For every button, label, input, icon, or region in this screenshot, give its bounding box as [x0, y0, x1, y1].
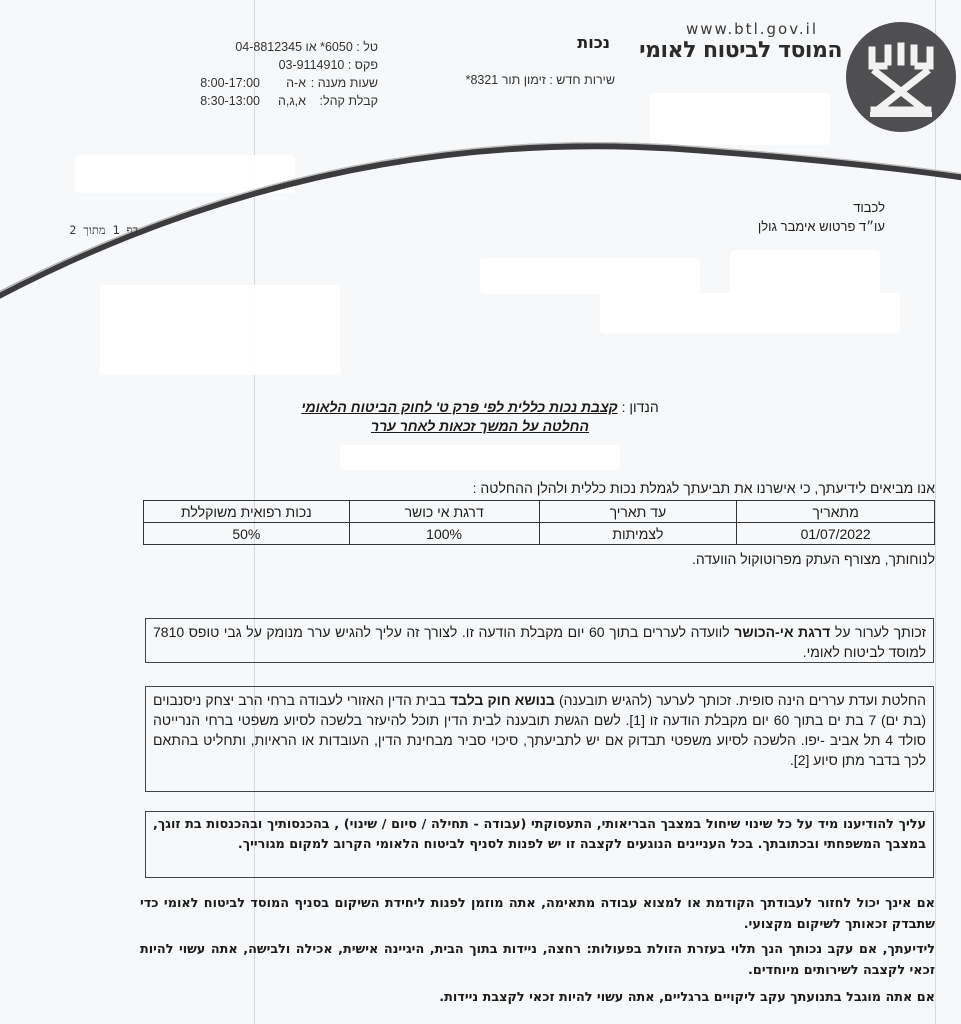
fax-row	[140, 56, 378, 74]
reception-row	[140, 92, 378, 110]
appeal-bold-text: דרגת אי-הכושר	[734, 624, 831, 640]
organization-name: המוסד לביטוח לאומי	[639, 38, 842, 63]
phone-label: טל :	[356, 40, 378, 54]
mobility-paragraph: אם אתה מוגבל בתנועתך עקב ליקויים ברגליים, אתה עשוי להיות זכאי לקצבת ניידות.	[439, 990, 935, 1005]
from-date-cell: 01/07/2022	[737, 523, 935, 545]
phone-value: 6050* או 04-8812345	[235, 40, 353, 54]
rehabilitation-paragraph: אם אינך יכול לחזור לעבודתך הקודמת או למצוא עבודה מתאימה, אתה מוזמן לפנות ליחידת השיקום בסניף המוסד לביטוח לאומי כדי שתבדק זכאותך לשיקום מקצועי.	[140, 896, 935, 932]
appeal-rights-box	[145, 618, 934, 663]
decision-table	[143, 500, 935, 545]
reception-days: א,ג,ה	[277, 94, 306, 108]
medical-disability-cell: 50%	[144, 523, 350, 545]
hours-label: שעות מענה :	[310, 76, 378, 90]
column-header: מתאריך	[737, 501, 935, 523]
redacted-area	[340, 445, 620, 470]
column-header: נכות רפואית משוקללת	[144, 501, 350, 523]
recipient-name: עו״ד פרטוש אימבר גולן	[757, 219, 885, 234]
table-header-row	[144, 501, 935, 523]
recipient-block	[600, 198, 885, 236]
hours-row	[140, 74, 378, 92]
website-url: www.btl.gov.il	[685, 20, 819, 38]
fax-label: פקס :	[347, 58, 378, 72]
incapacity-degree-cell: 100%	[349, 523, 539, 545]
subject-line-2: החלטה על המשך זכאות לאחר ערר	[371, 418, 589, 434]
contact-block	[140, 38, 378, 110]
column-header: עד תאריך	[539, 501, 737, 523]
labor-court-bold-text: בנושא חוק בלבד	[449, 692, 555, 708]
salutation: לכבוד	[853, 200, 885, 215]
labor-court-text: בבית הדין האזורי לעבודה ברחי הרב יצחק ניסנבוים (בת ים) 7 בת ים בתוך 60 יום מקבלת הודעה זו [1]. לשם הגשת תובענה לבית הדין תוכל להיעזר בלשכה לסיוע משפטי ברחי הנרייטה סולד 4 תל אביב -יפו. הלשכה לסיוע משפטי תבדוק אם יש לתביעתך, סיכוי סביר מבחינת הדין, העובדות או הראיות, ותחליט בהתאם לכך בדבר מתן סיוע [2].	[153, 692, 926, 768]
phone-row	[140, 38, 378, 56]
intro-text: אנו מביאים לידיעתך, כי אישרנו את תביעתך לגמלת נכות כללית ולהלן ההחלטה :	[472, 480, 935, 496]
appeal-text: לוועדה לעררים בתוך 60 יום מקבלת הודעה זו. לצורך זה עליך להגיש ערר מנומק על גבי טופס 7810 למוסד לביטוח לאומי.	[153, 624, 926, 660]
to-date-cell: לצמיתות	[539, 523, 737, 545]
table-row	[144, 523, 935, 545]
fax-value: 03-9114910	[278, 58, 345, 72]
page-indicator: דף 1 מתוך 2	[69, 223, 138, 237]
notify-changes-box: עליך להודיענו מיד על כל שינוי שיחול במצבך הבריאותי, התעסוקתי (עבודה - תחילה / סיום / שינוי) , בהכנסותיך ובהכנסות בת זוגך, במצבך המשפחתי ובכתובתך. בכל העניינים הנוגעים לקצבה זו יש לפנות לסניף לביטוח הלאומי הקרוב למקום מגורייך.	[145, 811, 934, 878]
subject-line-1: קצבת נכות כללית לפי פרק ט' לחוק הביטוח הלאומי	[301, 399, 618, 415]
labor-court-box	[145, 686, 934, 792]
appointment-service-line: שירות חדש : זימון תור 8321*	[465, 73, 615, 87]
attachment-note: לנוחותך, מצורף העתק מפרוטוקול הוועדה.	[691, 551, 935, 567]
column-header: דרגת אי כושר	[349, 501, 539, 523]
subject-label: הנדון :	[621, 399, 659, 415]
hours-days: א-ה	[286, 76, 306, 90]
btl-emblem-icon	[846, 22, 956, 132]
special-services-paragraph: לידיעתך, אם עקב נכותך הנך תלוי בעזרת הזולת בפעולות: רחצה, ניידות בתוך הבית, היגיינה אישית, אכילה ולבישה, אתה עשוי להיות זכאי לקצבה לשירותים מיוחדים.	[140, 942, 935, 978]
subject-block	[255, 398, 705, 436]
reception-label: קבלת קהל:	[319, 94, 378, 108]
hours-value: 8:00-17:00	[200, 76, 260, 90]
reception-value: 8:30-13:00	[200, 94, 260, 108]
appeal-text: זכותך לערור על	[834, 624, 927, 640]
department-name: נכות	[577, 33, 610, 52]
labor-court-text: החלטת ועדת עררים הינה סופית. זכותך לערער (להגיש תובענה)	[558, 692, 927, 708]
